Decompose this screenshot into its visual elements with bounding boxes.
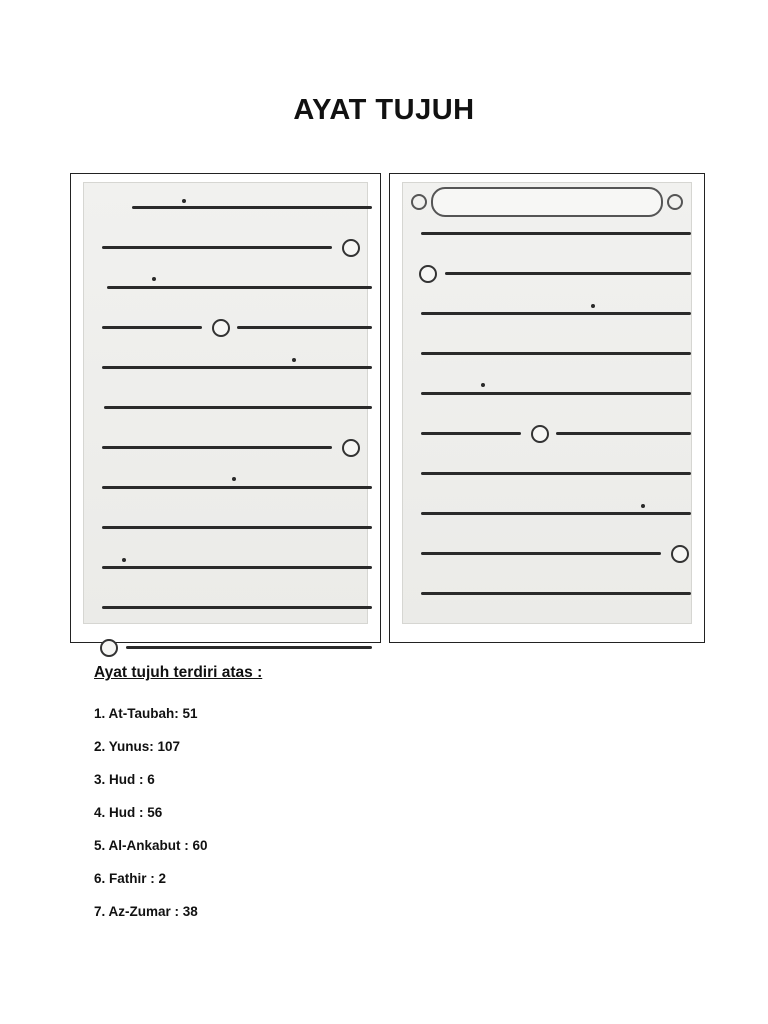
list-item: 5. Al-Ankabut : 60 — [94, 838, 208, 853]
list-item: 1. At-Taubah: 51 — [94, 706, 198, 721]
surah-header-ornament — [431, 187, 663, 217]
page-title: AYAT TUJUH — [293, 94, 475, 126]
quran-page-image-right — [389, 173, 705, 643]
list-item: 3. Hud : 6 — [94, 772, 155, 787]
list-item: 2. Yunus: 107 — [94, 739, 181, 754]
list-heading: Ayat tujuh terdiri atas : — [94, 664, 263, 681]
list-item: 7. Az-Zumar : 38 — [94, 904, 198, 919]
list-item: 4. Hud : 56 — [94, 805, 163, 820]
quran-page-right-scan — [402, 182, 692, 624]
ayat-list — [94, 706, 208, 937]
arabic-text-lines-left — [92, 197, 359, 615]
quran-page-image-left — [70, 173, 381, 643]
list-item: 6. Fathir : 2 — [94, 871, 167, 886]
quran-page-left-scan — [83, 182, 368, 624]
arabic-text-lines-right — [411, 223, 683, 615]
